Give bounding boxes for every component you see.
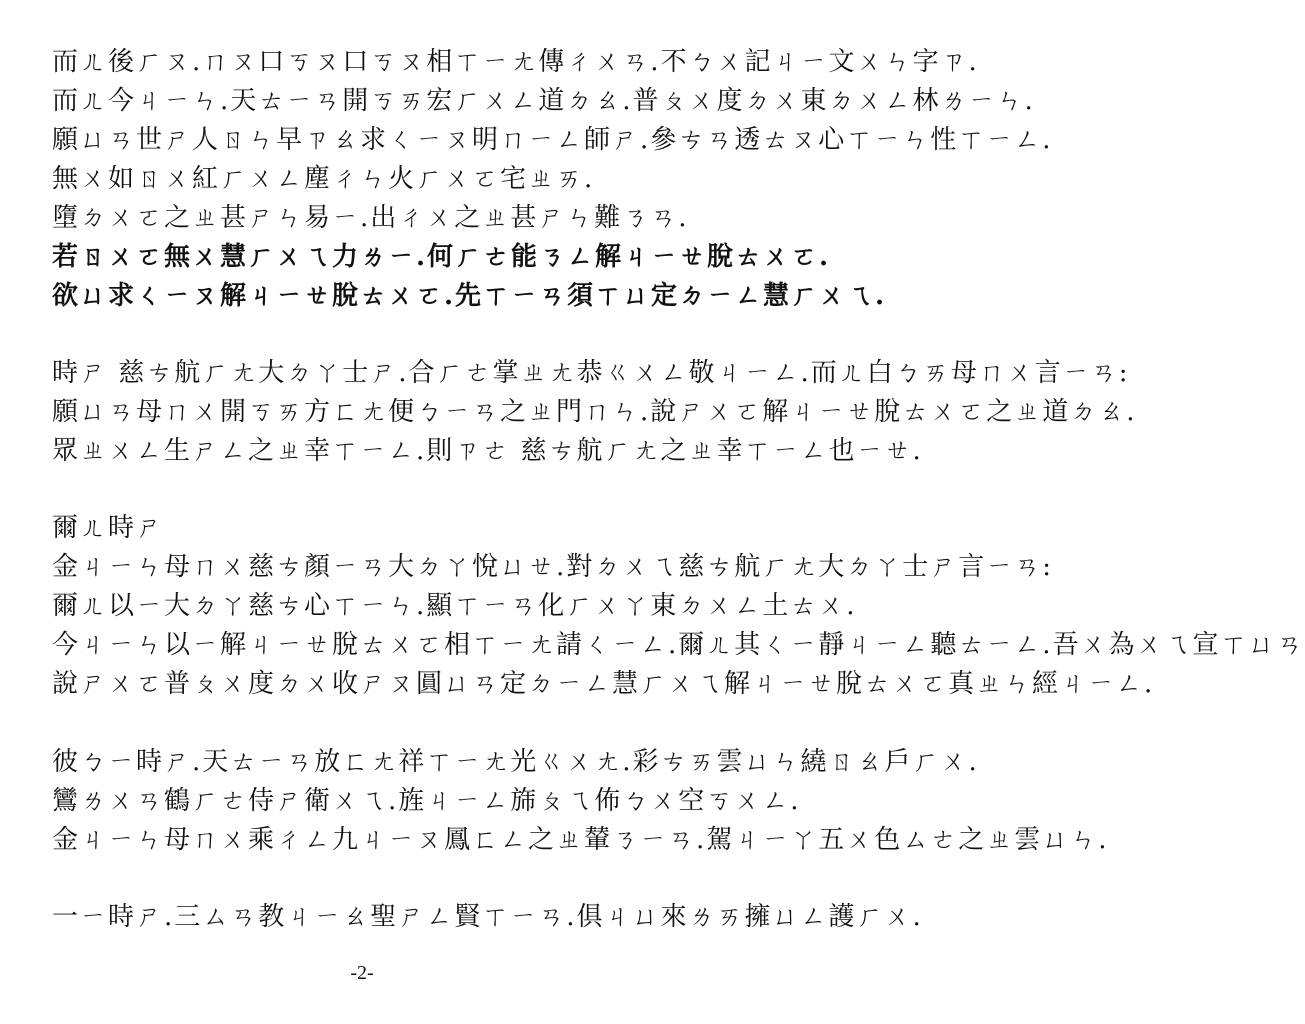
text-line-11: 爾ㄦ時ㄕ <box>52 513 165 543</box>
text-line-6: 若ㄖㄨㄛ無ㄨ慧ㄏㄨㄟ力ㄌㄧ.何ㄏㄜ能ㄋㄥ解ㄐㄧㄝ脫ㄊㄨㄛ. <box>52 242 831 272</box>
text-line-4: 無ㄨ如ㄖㄨ紅ㄏㄨㄥ塵ㄔㄣ火ㄏㄨㄛ宅ㄓㄞ. <box>52 164 595 194</box>
text-line-1: 而ㄦ後ㄏㄡ.ㄇㄡ口ㄎㄡ口ㄎㄡ相ㄒㄧㄤ傳ㄔㄨㄢ.不ㄅㄨ記ㄐㄧ文ㄨㄣ字ㄗ. <box>52 47 979 77</box>
text-line-18: 金ㄐㄧㄣ母ㄇㄨ乘ㄔㄥ九ㄐㄧㄡ鳳ㄈㄥ之ㄓ輦ㄋㄧㄢ.駕ㄐㄧㄚ五ㄨ色ㄙㄜ之ㄓ雲ㄩㄣ. <box>52 825 1109 855</box>
text-line-15: 說ㄕㄨㄛ普ㄆㄨ度ㄉㄨ收ㄕㄡ圓ㄩㄢ定ㄉㄧㄥ慧ㄏㄨㄟ解ㄐㄧㄝ脫ㄊㄨㄛ真ㄓㄣ經ㄐㄧㄥ. <box>52 669 1155 699</box>
page-number: -2- <box>350 962 374 984</box>
text-line-14: 今ㄐㄧㄣ以ㄧ解ㄐㄧㄝ脫ㄊㄨㄛ相ㄒㄧㄤ請ㄑㄧㄥ.爾ㄦ其ㄑㄧ靜ㄐㄧㄥ聽ㄊㄧㄥ.吾ㄨ為ㄨㄟ宣ㄒㄩㄢ <box>52 630 1305 660</box>
text-line-5: 墮ㄉㄨㄛ之ㄓ甚ㄕㄣ易ㄧ.出ㄔㄨ之ㄓ甚ㄕㄣ難ㄋㄢ. <box>52 203 689 233</box>
text-line-12: 金ㄐㄧㄣ母ㄇㄨ慈ㄘ顏ㄧㄢ大ㄉㄚ悅ㄩㄝ.對ㄉㄨㄟ慈ㄘ航ㄏㄤ大ㄉㄚ士ㄕ言ㄧㄢ: <box>52 552 1054 582</box>
text-line-16: 彼ㄅㄧ時ㄕ.天ㄊㄧㄢ放ㄈㄤ祥ㄒㄧㄤ光ㄍㄨㄤ.彩ㄘㄞ雲ㄩㄣ繞ㄖㄠ戶ㄏㄨ. <box>52 747 979 777</box>
text-line-9: 願ㄩㄢ母ㄇㄨ開ㄎㄞ方ㄈㄤ便ㄅㄧㄢ之ㄓ門ㄇㄣ.說ㄕㄨㄛ解ㄐㄧㄝ脫ㄊㄨㄛ之ㄓ道ㄉㄠ. <box>52 397 1137 427</box>
text-line-13: 爾ㄦ以ㄧ大ㄉㄚ慈ㄘ心ㄒㄧㄣ.顯ㄒㄧㄢ化ㄏㄨㄚ東ㄉㄨㄥ土ㄊㄨ. <box>52 591 857 621</box>
text-line-2: 而ㄦ今ㄐㄧㄣ.天ㄊㄧㄢ開ㄎㄞ宏ㄏㄨㄥ道ㄉㄠ.普ㄆㄨ度ㄉㄨ東ㄉㄨㄥ林ㄌㄧㄣ. <box>52 86 1035 116</box>
text-line-17: 鸞ㄌㄨㄢ鶴ㄏㄜ侍ㄕ衛ㄨㄟ.旌ㄐㄧㄥ旆ㄆㄟ佈ㄅㄨ空ㄎㄨㄥ. <box>52 786 801 816</box>
text-line-7: 欲ㄩ求ㄑㄧㄡ解ㄐㄧㄝ脫ㄊㄨㄛ.先ㄒㄧㄢ須ㄒㄩ定ㄉㄧㄥ慧ㄏㄨㄟ. <box>52 281 887 311</box>
text-line-10: 眾ㄓㄨㄥ生ㄕㄥ之ㄓ幸ㄒㄧㄥ.則ㄗㄜ 慈ㄘ航ㄏㄤ之ㄓ幸ㄒㄧㄥ也ㄧㄝ. <box>52 436 923 466</box>
text-line-19: 一ㄧ時ㄕ.三ㄙㄢ教ㄐㄧㄠ聖ㄕㄥ賢ㄒㄧㄢ.俱ㄐㄩ來ㄌㄞ擁ㄩㄥ護ㄏㄨ. <box>52 902 923 932</box>
text-line-8: 時ㄕ 慈ㄘ航ㄏㄤ大ㄉㄚ士ㄕ.合ㄏㄜ掌ㄓㄤ恭ㄍㄨㄥ敬ㄐㄧㄥ.而ㄦ白ㄅㄞ母ㄇㄨ言ㄧㄢ: <box>52 358 1130 388</box>
text-line-3: 願ㄩㄢ世ㄕ人ㄖㄣ早ㄗㄠ求ㄑㄧㄡ明ㄇㄧㄥ師ㄕ.參ㄘㄢ透ㄊㄡ心ㄒㄧㄣ性ㄒㄧㄥ. <box>52 125 1053 155</box>
